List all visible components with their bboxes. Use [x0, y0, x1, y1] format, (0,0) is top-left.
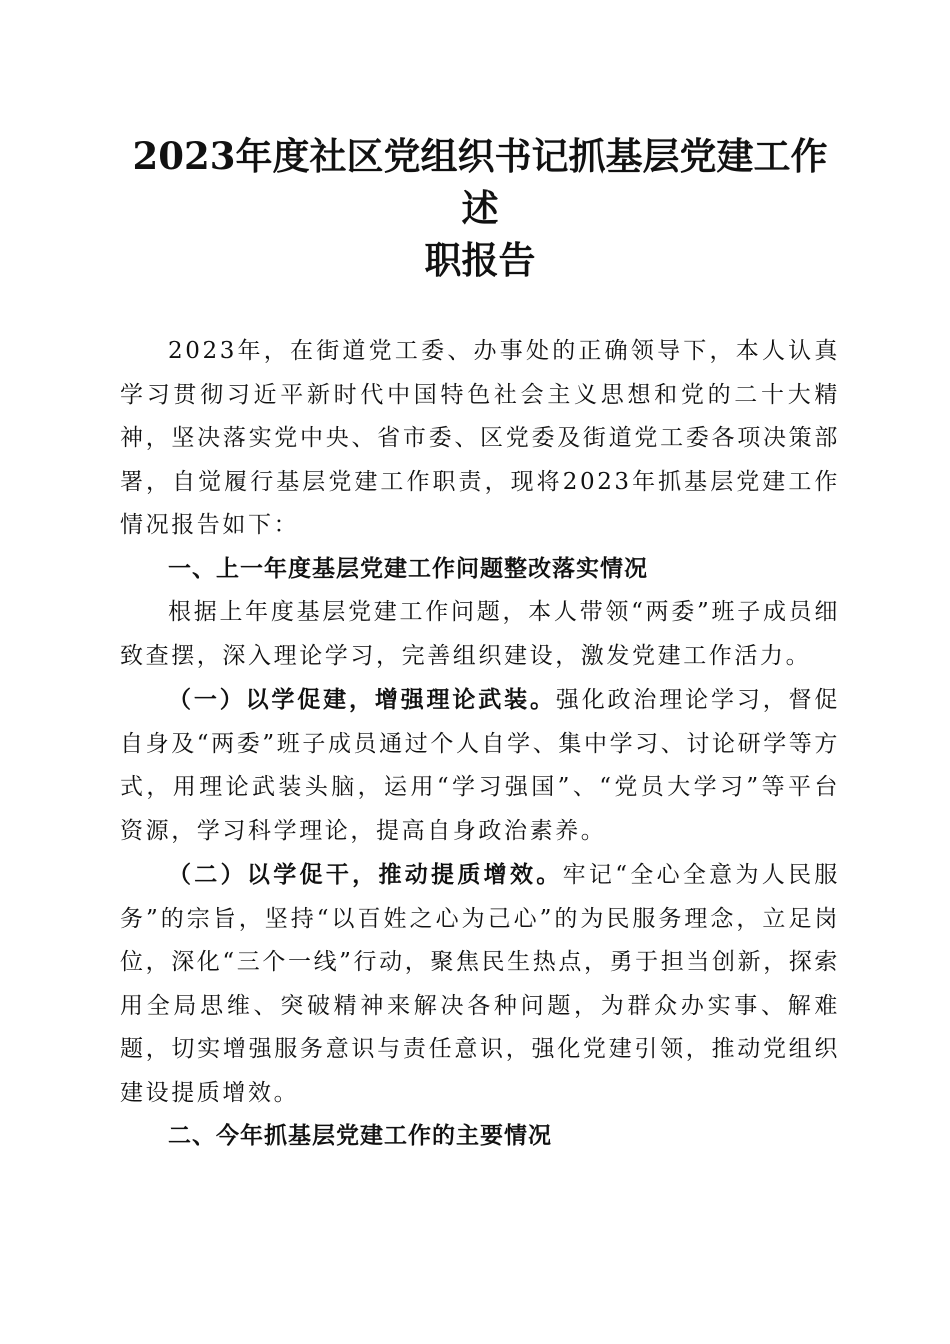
section-1-summary: 根据上年度基层党建工作问题，本人带领“两委”班子成员细致查摆，深入理论学习，完善组织建设，激发党建工作活力。	[120, 599, 840, 669]
item-1-lead: （一）以学促建，增强理论武装。	[168, 686, 556, 713]
section-1-heading: 一、上一年度基层党建工作问题整改落实情况	[168, 555, 648, 582]
intro-paragraph: 2023年，在街道党工委、办事处的正确领导下，本人认真学习贯彻习近平新时代中国特色社会主义思想和党的二十大精神，坚决落实党中央、省市委、区党委及街道党工委各项决策部署，自觉履行基层党建工作职责，现将2023年抓基层党建工作情况报告如下：	[120, 338, 840, 538]
title-line-1: 2023年度社区党组织书记抓基层党建工作述	[132, 134, 828, 230]
item-2-text: 牢记“全心全意为人民服务”的宗旨，坚持“以百姓之心为己心”的为民服务理念，立足岗位，深化“三个一线”行动，聚焦民生热点，勇于担当创新，探索用全局思维、突破精神来解决各种问题，为群众办实事、解难题，切实增强服务意识与责任意识，强化党建引领，推动党组织建设提质增效。	[120, 862, 841, 1106]
title-line-2: 职报告	[424, 238, 536, 282]
section-2-heading: 二、今年抓基层党建工作的主要情况	[168, 1123, 552, 1149]
document-page	[120, 130, 840, 1159]
section-1-item-1	[120, 678, 840, 853]
item-1-text: 强化政治理论学习，督促自身及“两委”班子成员通过个人自学、集中学习、讨论研学等方式，用理论武装头脑，运用“学习强国”、“党员大学习”等平台资源，学习科学理论，提高自身政治素养。	[120, 687, 841, 844]
section-1-item-2	[120, 853, 840, 1115]
document-body	[120, 330, 840, 1159]
item-2-lead: （二）以学促干，推动提质增效。	[168, 861, 563, 888]
document-title	[120, 130, 840, 286]
